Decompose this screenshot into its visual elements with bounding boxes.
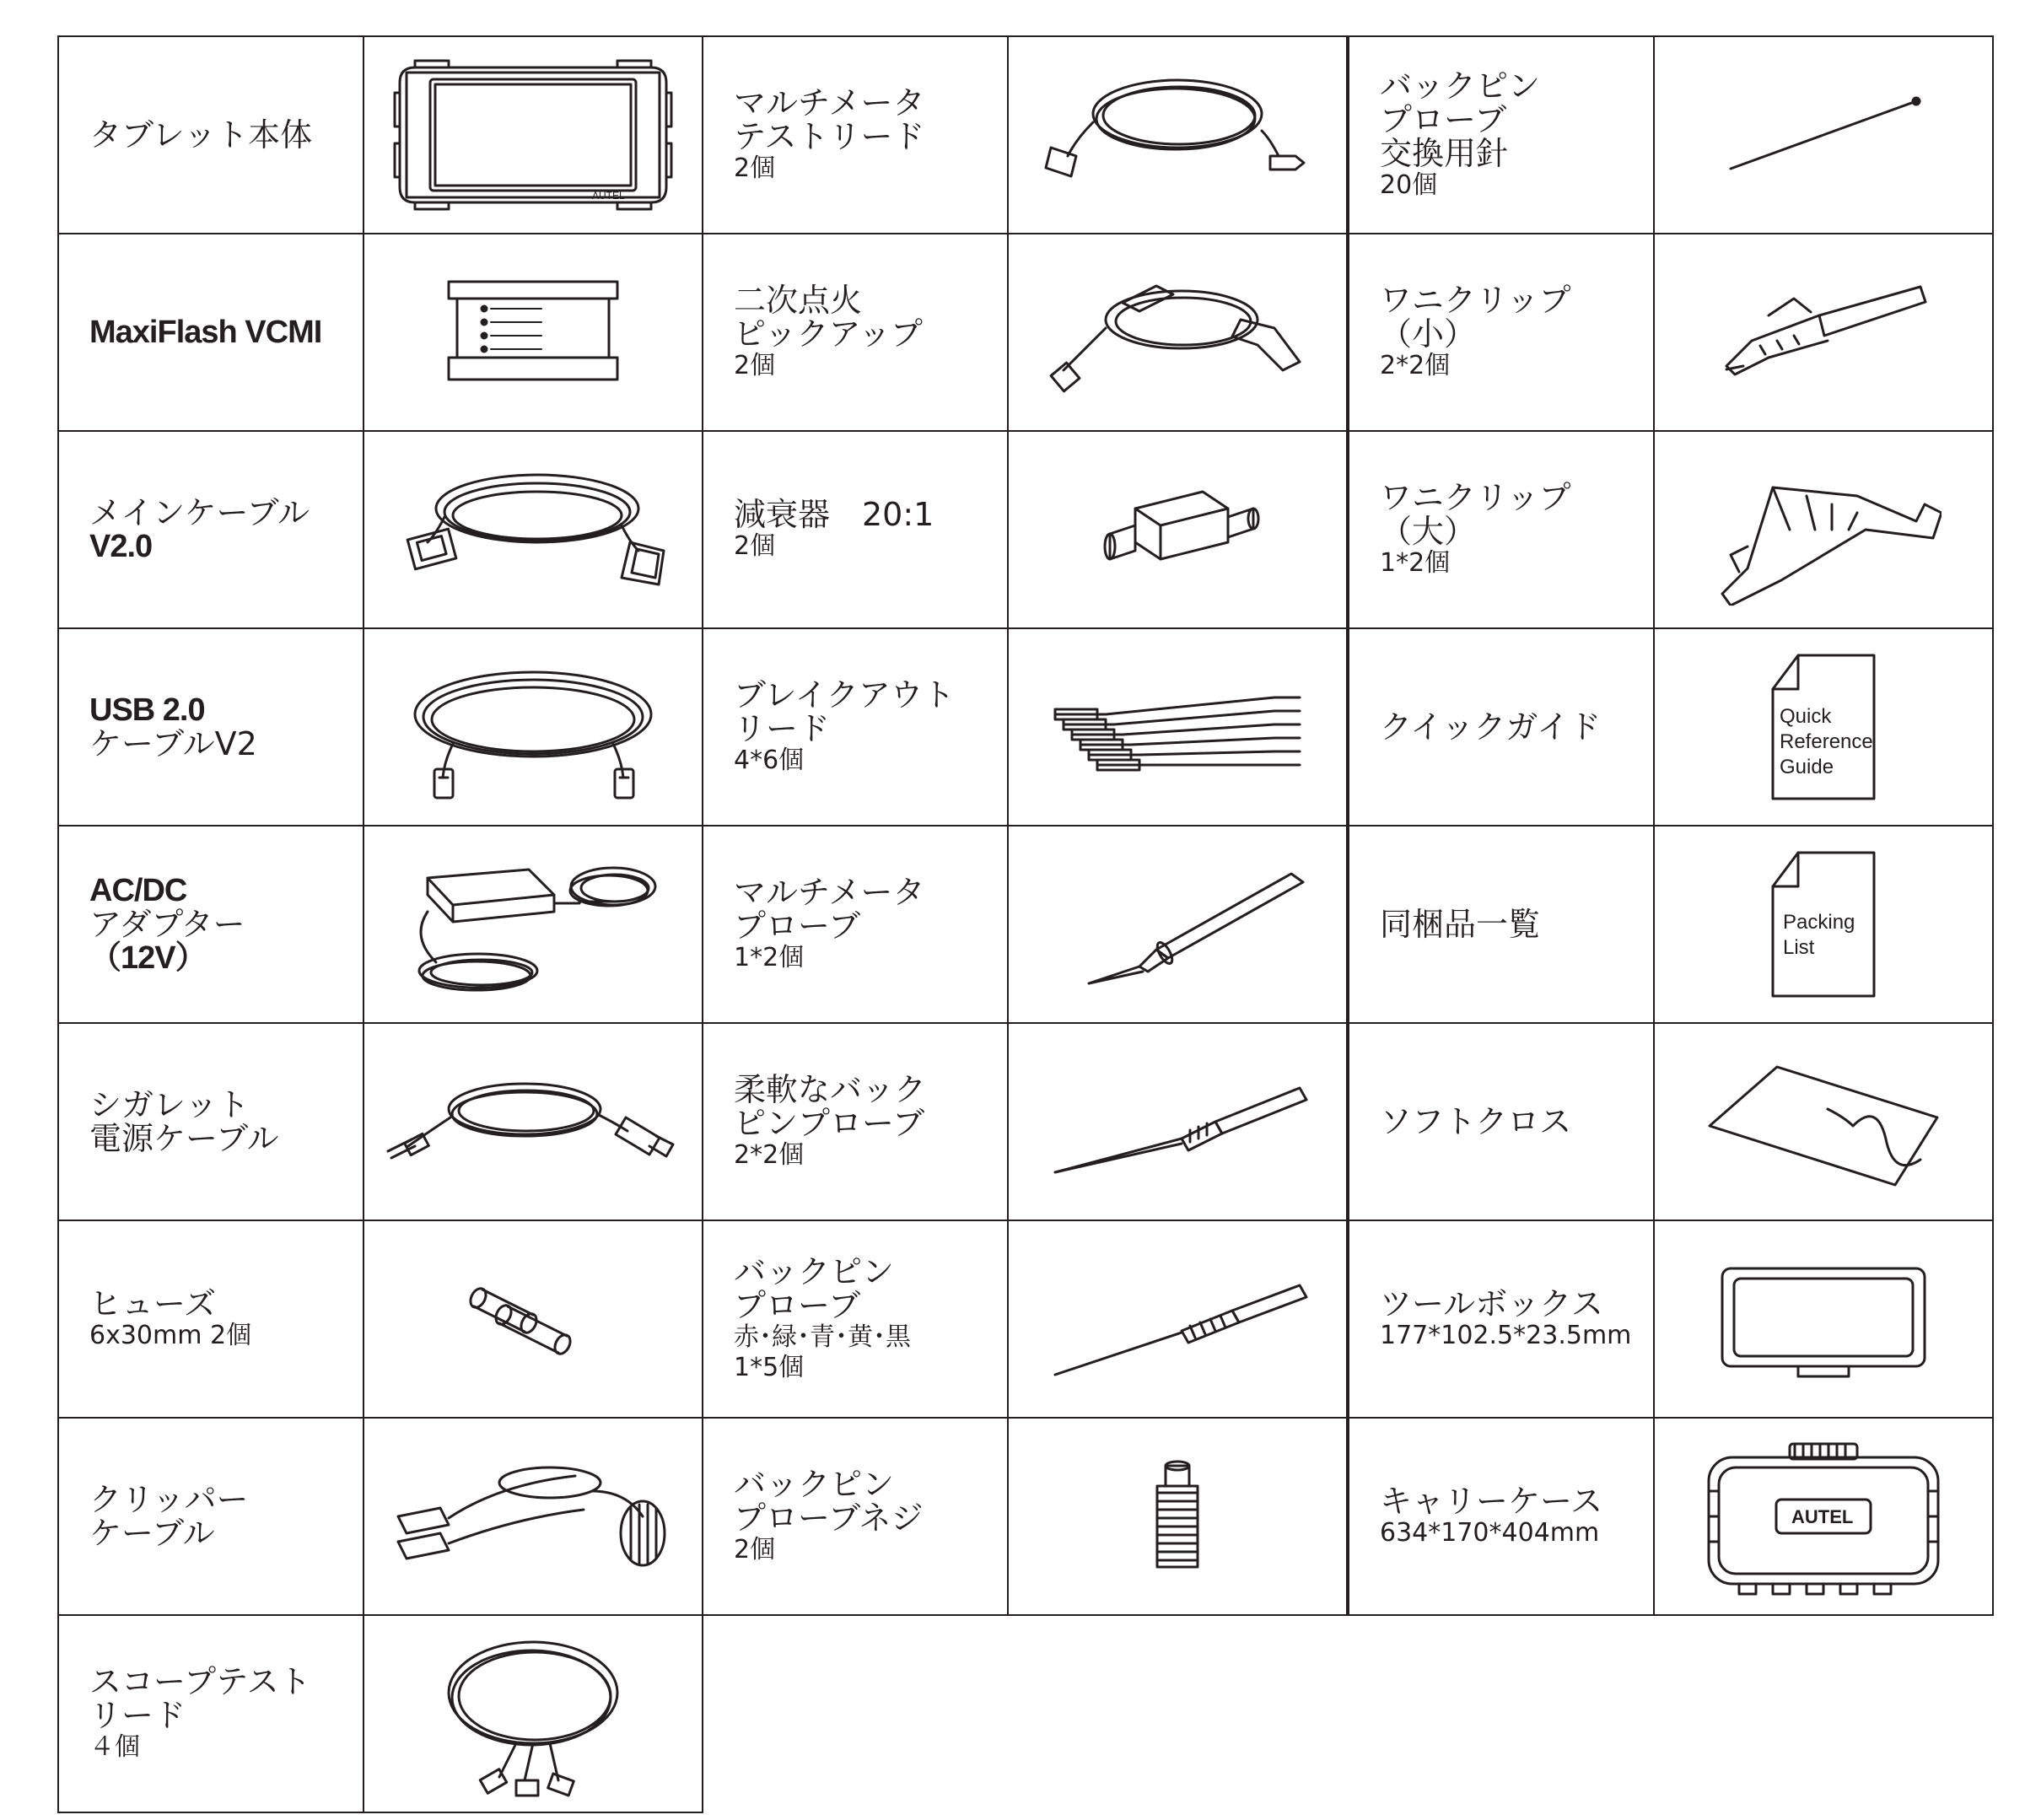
cigarette-cable-icon [381, 1058, 685, 1185]
item-label: ブレイクアウト リード 4*6個 [703, 628, 1008, 826]
table-row [703, 1023, 1347, 1220]
table-row [58, 234, 703, 431]
table-row [1349, 431, 1993, 628]
svg-text:Quick: Quick [1780, 705, 1832, 728]
item-label: クリッパー ケーブル [58, 1418, 364, 1615]
table-row [58, 431, 703, 628]
item-label: MaxiFlash VCMI [58, 234, 364, 431]
item-label: 柔軟なバック ピンプローブ 2*2個 [703, 1023, 1008, 1220]
item-label: ソフトクロス [1349, 1023, 1654, 1220]
item-label: 二次点火 ピックアップ 2個 [703, 234, 1008, 431]
item-image [364, 628, 703, 826]
item-image [1008, 826, 1347, 1023]
table-row [58, 1418, 703, 1615]
usb-cable-icon [394, 651, 672, 803]
item-label: シガレット 電源ケーブル [58, 1023, 364, 1220]
item-label: ヒューズ 6x30mm 2個 [58, 1220, 364, 1418]
packing-list-icon [1764, 844, 1882, 1004]
table-row [1349, 628, 1993, 826]
table-row [1349, 826, 1993, 1023]
test-lead-icon [1042, 63, 1312, 207]
table-row [703, 826, 1347, 1023]
accessory-table-2 [702, 35, 1348, 1616]
item-image [1008, 1418, 1347, 1615]
table-row [58, 826, 703, 1023]
item-image [364, 1023, 703, 1220]
item-image [1654, 36, 1993, 234]
table-row [58, 36, 703, 234]
item-label: USB 2.0 ケーブルV2 [58, 628, 364, 826]
accessory-table-1 [57, 35, 703, 1813]
probe-screw-icon [1127, 1449, 1228, 1584]
attenuator-icon [1085, 466, 1270, 593]
item-label: マルチメータ テストリード 2個 [703, 36, 1008, 234]
item-image [1654, 1220, 1993, 1418]
table-row [1349, 1418, 1993, 1615]
ac-adapter-icon [394, 844, 672, 1004]
cloth-icon [1701, 1050, 1946, 1193]
toolbox-icon [1714, 1252, 1933, 1387]
item-label: ワニクリップ （大） 1*2個 [1349, 431, 1654, 628]
item-label: ツールボックス 177*102.5*23.5mm [1349, 1220, 1654, 1418]
table-row [58, 1023, 703, 1220]
vci-box-icon [432, 265, 634, 400]
item-image [364, 36, 703, 234]
item-label: 同梱品一覧 [1349, 826, 1654, 1023]
table-row [1349, 1220, 1993, 1418]
item-image [1008, 234, 1347, 431]
item-image [364, 1220, 703, 1418]
table-row [703, 1418, 1347, 1615]
item-image [1654, 826, 1993, 1023]
item-image [1008, 1220, 1347, 1418]
item-image [364, 1418, 703, 1615]
table-row [703, 36, 1347, 234]
clipper-cable-icon [390, 1440, 676, 1592]
item-label: ワニクリップ （小） 2*2個 [1349, 234, 1654, 431]
large-clip-icon [1705, 454, 1942, 606]
ignition-pickup-icon [1038, 261, 1317, 404]
backpin-probe-icon [1038, 1252, 1317, 1387]
item-image [364, 1615, 703, 1812]
tablet-icon [381, 51, 685, 219]
table-row [703, 1220, 1347, 1418]
needle-icon [1714, 84, 1933, 186]
item-image [1008, 1023, 1347, 1220]
item-label: キャリーケース 634*170*404mm [1349, 1418, 1654, 1615]
svg-text:List: List [1783, 936, 1815, 959]
item-label: AC/DC アダプター （12V） [58, 826, 364, 1023]
table-row [1349, 36, 1993, 234]
item-image [1654, 628, 1993, 826]
table-row [58, 1220, 703, 1418]
svg-text:AUTEL: AUTEL [1791, 1506, 1854, 1527]
item-image [364, 826, 703, 1023]
flex-probe-icon [1038, 1063, 1317, 1181]
item-image [1654, 234, 1993, 431]
table-row [58, 628, 703, 826]
svg-text:Reference: Reference [1780, 730, 1873, 753]
item-image [1008, 36, 1347, 234]
item-image [1008, 628, 1347, 826]
table-row [703, 628, 1347, 826]
table-row [703, 431, 1347, 628]
fuse-icon [449, 1256, 617, 1382]
item-image [364, 431, 703, 628]
item-label: スコープテスト リード ４個 [58, 1615, 364, 1812]
svg-text:AUTEL: AUTEL [592, 190, 625, 202]
breakout-lead-icon [1038, 664, 1317, 790]
item-image [1008, 431, 1347, 628]
item-image [1654, 1418, 1993, 1615]
item-label: タブレット本体 [58, 36, 364, 234]
item-label: バックピン プローブ 赤･緑･青･黄･黒 1*5個 [703, 1220, 1008, 1418]
carry-case-icon [1697, 1432, 1950, 1601]
item-label: バックピン プローブ 交換用針 20個 [1349, 36, 1654, 234]
table-row [58, 1615, 703, 1812]
scope-lead-icon [423, 1625, 643, 1802]
item-image [1654, 431, 1993, 628]
table-row [1349, 1023, 1993, 1220]
item-label: マルチメータ プローブ 1*2個 [703, 826, 1008, 1023]
small-clip-icon [1710, 273, 1937, 391]
quick-guide-icon [1764, 647, 1882, 807]
item-image [1654, 1023, 1993, 1220]
item-label: クイックガイド [1349, 628, 1654, 826]
item-label: バックピン プローブネジ 2個 [703, 1418, 1008, 1615]
table-row [703, 234, 1347, 431]
item-image [364, 234, 703, 431]
item-label: 減衰器 20:1 2個 [703, 431, 1008, 628]
table-row [1349, 234, 1993, 431]
multimeter-probe-icon [1038, 857, 1317, 992]
svg-text:Packing: Packing [1783, 911, 1855, 934]
svg-text:Guide: Guide [1780, 756, 1834, 778]
item-label: メインケーブル V2.0 [58, 431, 364, 628]
main-cable-icon [394, 458, 672, 601]
accessory-table-3 [1348, 35, 1994, 1616]
